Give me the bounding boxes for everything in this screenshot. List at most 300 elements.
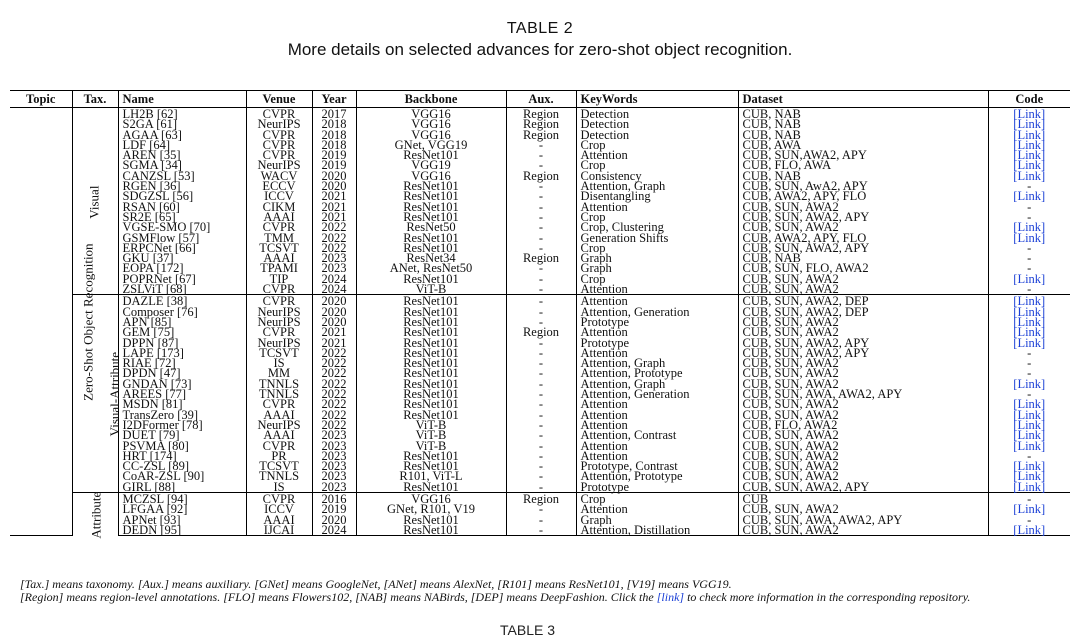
cell-dataset: CUB, SUN, AWA2 [738, 317, 988, 327]
cell-dataset: CUB, SUN, AWA2 [738, 471, 988, 481]
table-label: TABLE 2 [506, 20, 574, 37]
cell-aux: - [506, 451, 576, 461]
cell-code: - [1027, 282, 1032, 297]
cell-keywords: Prototype [576, 338, 738, 348]
code-link[interactable]: [Link] [1013, 417, 1046, 432]
cell-aux: - [506, 307, 576, 317]
cell-aux: - [506, 317, 576, 327]
cell-venue: CVPR [246, 222, 312, 232]
cell-keywords: Attention [576, 327, 738, 337]
code-link[interactable]: [Link] [1013, 438, 1046, 453]
code-link[interactable]: [Link] [1013, 148, 1046, 163]
cell-year: 2024 [312, 284, 356, 295]
cell-dataset: CUB, SUN, AWA2 [738, 525, 988, 536]
code-link[interactable]: [Link] [1013, 428, 1046, 443]
cell-keywords: Crop [576, 160, 738, 170]
cell-dataset: CUB, SUN, AWA2 [738, 504, 988, 514]
table-container [10, 90, 1070, 539]
cell-venue: TCSVT [246, 348, 312, 358]
code-link[interactable]: [Link] [1013, 117, 1046, 132]
cell-venue: TNNLS [246, 389, 312, 399]
cell-venue: ICCV [246, 504, 312, 514]
cell-year: 2022 [312, 368, 356, 378]
code-link[interactable]: [Link] [988, 295, 1070, 307]
code-link[interactable]: [Link] [1013, 168, 1046, 183]
cell-code: - [1027, 261, 1032, 276]
cell-backbone: ResNet101 [356, 410, 506, 420]
cell-year: 2020 [312, 307, 356, 317]
cell-dataset: CUB, SUN, AWA2, DEP [738, 295, 988, 307]
code-link[interactable]: [Link] [1013, 502, 1046, 517]
code-link[interactable]: [Link] [1013, 407, 1046, 422]
cell-backbone: ResNet101 [356, 461, 506, 471]
cell-keywords: Attention [576, 441, 738, 451]
cell-name: ZSLViT [68] [118, 284, 246, 295]
cell-keywords: Graph [576, 263, 738, 273]
code-link[interactable]: [Link] [1013, 230, 1046, 245]
cell-name: DAZLE [38] [118, 295, 246, 307]
cell-keywords: Graph [576, 253, 738, 263]
cell-venue: MM [246, 368, 312, 378]
cell-year: 2019 [312, 150, 356, 160]
cell-backbone: R101, ViT-L [356, 471, 506, 481]
cell-aux: - [506, 515, 576, 525]
header-venue: Venue [246, 91, 312, 108]
cell-venue: AAAI [246, 430, 312, 440]
cell-backbone: ResNet101 [356, 202, 506, 212]
cell-keywords: Attention [576, 348, 738, 358]
cell-name: POPRNet [67] [118, 274, 246, 284]
cell-aux: - [506, 295, 576, 307]
cell-year: 2020 [312, 295, 356, 307]
cell-code: - [1027, 356, 1032, 371]
cell-year: 2016 [312, 492, 356, 504]
cell-dataset: CUB, SUN, AWA2 [738, 274, 988, 284]
cell-venue: TNNLS [246, 379, 312, 389]
cell-venue: AAAI [246, 212, 312, 222]
cell-dataset: CUB, SUN, AWA2, APY [738, 243, 988, 253]
cell-name: GSMFlow [57] [118, 233, 246, 243]
cell-keywords: Attention [576, 399, 738, 409]
code-link[interactable]: [Link] [1013, 137, 1046, 152]
cell-year: 2018 [312, 140, 356, 150]
cell-year: 2022 [312, 410, 356, 420]
cell-venue: CVPR [246, 295, 312, 307]
cell-venue: NeurIPS [246, 317, 312, 327]
cell-name: ERPCNet [66] [118, 243, 246, 253]
cell-backbone: VGG19 [356, 160, 506, 170]
cell-year: 2023 [312, 430, 356, 440]
cell-name: I2DFormer [78] [118, 420, 246, 430]
cell-aux: - [506, 461, 576, 471]
cell-backbone: GNet, VGG19 [356, 140, 506, 150]
cell-aux: - [506, 338, 576, 348]
cell-backbone: VGG16 [356, 492, 506, 504]
cell-year: 2021 [312, 191, 356, 201]
code-link[interactable]: [Link] [1013, 376, 1046, 391]
cell-keywords: Attention, Graph [576, 379, 738, 389]
cell-year: 2022 [312, 222, 356, 232]
cell-venue: ICCV [246, 191, 312, 201]
cell-backbone: ResNet101 [356, 515, 506, 525]
cell-backbone: ANet, ResNet50 [356, 263, 506, 273]
cell-name: AGAA [63] [118, 130, 246, 140]
cell-dataset: CUB, SUN, AWA2 [738, 430, 988, 440]
cell-year: 2020 [312, 171, 356, 181]
table-notes [20, 578, 1065, 604]
header-dataset: Dataset [738, 91, 988, 108]
cell-year: 2023 [312, 471, 356, 481]
table-row [10, 482, 1070, 493]
cell-backbone: ResNet101 [356, 212, 506, 222]
cell-aux: - [506, 233, 576, 243]
cell-backbone: ResNet101 [356, 368, 506, 378]
code-link[interactable]: [Link] [1013, 127, 1046, 142]
advances-table [10, 90, 1070, 539]
cell-dataset: CUB, SUN, AWA2 [738, 379, 988, 389]
cell-venue: CVPR [246, 130, 312, 140]
cell-keywords: Attention [576, 150, 738, 160]
cell-aux: - [506, 482, 576, 493]
cell-dataset: CUB, SUN, AWA, AWA2, APY [738, 389, 988, 399]
code-link[interactable]: [Link] [988, 525, 1070, 536]
cell-venue: TMM [246, 233, 312, 243]
cell-year: 2017 [312, 108, 356, 120]
table-body [10, 107, 1070, 539]
cell-year: 2024 [312, 274, 356, 284]
cell-year: 2023 [312, 451, 356, 461]
cell-code: - [1027, 209, 1032, 224]
cell-backbone: ResNet101 [356, 307, 506, 317]
cell-keywords: Generation Shifts [576, 233, 738, 243]
taxonomy-label: Attribute [87, 491, 103, 539]
cell-backbone: ResNet101 [356, 399, 506, 409]
cell-backbone: ResNet101 [356, 191, 506, 201]
cell-year: 2020 [312, 515, 356, 525]
header-code: Code [988, 91, 1070, 108]
cell-name: MCZSL [94] [118, 492, 246, 504]
cell-name: Composer [76] [118, 307, 246, 317]
cell-aux: - [506, 379, 576, 389]
cell-dataset: CUB, AWA [738, 140, 988, 150]
cell-venue: IS [246, 482, 312, 493]
cell-keywords: Detection [576, 130, 738, 140]
cell-name: LDF [64] [118, 140, 246, 150]
cell-dataset: CUB, SUN, AWA2 [738, 451, 988, 461]
cell-backbone: ViT-B [356, 441, 506, 451]
topic-label: Zero-Shot Object Recognition [80, 243, 96, 401]
cell-venue: AAAI [246, 253, 312, 263]
code-link[interactable]: [Link] [1013, 158, 1046, 173]
cell-backbone: ResNet34 [356, 253, 506, 263]
cell-year: 2022 [312, 233, 356, 243]
cell-keywords: Crop [576, 243, 738, 253]
cell-keywords: Attention, Prototype [576, 368, 738, 378]
cell-dataset: CUB, SUN, AwA2, APY [738, 181, 988, 191]
cell-aux: - [506, 222, 576, 232]
repository-link[interactable]: [link] [656, 590, 685, 604]
cell-dataset: CUB, SUN, AWA2, APY [738, 338, 988, 348]
cell-aux: Region [506, 108, 576, 120]
cell-year: 2020 [312, 317, 356, 327]
cell-backbone: ResNet101 [356, 451, 506, 461]
code-link[interactable]: [Link] [1013, 189, 1046, 204]
cell-dataset: CUB, SUN, AWA2 [738, 358, 988, 368]
cell-aux: - [506, 399, 576, 409]
cell-keywords: Attention, Distillation [576, 525, 738, 536]
cell-venue: CVPR [246, 492, 312, 504]
cell-backbone: ResNet101 [356, 327, 506, 337]
cell-backbone: ResNet101 [356, 233, 506, 243]
cell-backbone: ResNet101 [356, 274, 506, 284]
cell-dataset: CUB, SUN, AWA2, APY [738, 482, 988, 493]
cell-backbone: ResNet101 [356, 181, 506, 191]
cell-venue: CVPR [246, 108, 312, 120]
cell-dataset: CUB, AWA2, APY, FLO [738, 233, 988, 243]
cell-venue: IJCAI [246, 525, 312, 536]
cell-dataset: CUB, SUN, AWA2 [738, 202, 988, 212]
cell-aux: - [506, 150, 576, 160]
cell-keywords: Attention [576, 284, 738, 295]
cell-aux: - [506, 358, 576, 368]
cell-dataset: CUB, FLO, AWA2 [738, 420, 988, 430]
cell-backbone: ViT-B [356, 430, 506, 440]
note-line-1: [Tax.] means taxonomy. [Aux.] means auxiliary. [GNet] means GoogleNet, [ANet] means AlexNet, [R101] means ResNet101, [V19] means VGG19. [20, 577, 732, 591]
cell-keywords: Attention, Generation [576, 389, 738, 399]
cell-name: HRT [174] [118, 451, 246, 461]
cell-aux: Region [506, 253, 576, 263]
cell-venue: TPAMI [246, 263, 312, 273]
cell-name: PSVMA [80] [118, 441, 246, 451]
cell-year: 2023 [312, 253, 356, 263]
cell-dataset: CUB, SUN, AWA2 [738, 327, 988, 337]
cell-dataset: CUB, SUN, AWA2 [738, 368, 988, 378]
cell-backbone: ResNet101 [356, 525, 506, 536]
cell-aux: - [506, 504, 576, 514]
cell-year: 2021 [312, 212, 356, 222]
cell-dataset: CUB, SUN, AWA2, APY [738, 348, 988, 358]
cell-keywords: Prototype [576, 482, 738, 493]
cell-code: - [1027, 199, 1032, 214]
cell-name: GEM [75] [118, 327, 246, 337]
table-header-row [10, 91, 1070, 108]
cell-name: AREN [35] [118, 150, 246, 160]
cell-year: 2019 [312, 504, 356, 514]
note-line-2 [20, 591, 1065, 604]
cell-name: GKU [37] [118, 253, 246, 263]
cell-dataset: CUB, NAB [738, 119, 988, 129]
cell-backbone: VGG16 [356, 108, 506, 120]
cell-year: 2022 [312, 399, 356, 409]
code-link[interactable]: [Link] [1013, 479, 1046, 494]
cell-venue: NeurIPS [246, 119, 312, 129]
cell-name: APNet [93] [118, 515, 246, 525]
header-topic: Topic [10, 91, 72, 108]
cell-backbone: ResNet101 [356, 150, 506, 160]
cell-backbone: ResNet101 [356, 379, 506, 389]
cell-name: CC-ZSL [89] [118, 461, 246, 471]
cell-code: - [1027, 179, 1032, 194]
cell-backbone: ResNet50 [356, 222, 506, 232]
cell-year: 2022 [312, 358, 356, 368]
cell-name: LH2B [62] [118, 108, 246, 120]
cell-keywords: Attention [576, 451, 738, 461]
cell-name: APN [85] [118, 317, 246, 327]
cell-dataset: CUB [738, 492, 988, 504]
cell-keywords: Attention, Generation [576, 307, 738, 317]
cell-year: 2020 [312, 181, 356, 191]
cell-dataset: CUB, NAB [738, 171, 988, 181]
cell-aux: - [506, 160, 576, 170]
cell-dataset: CUB, SUN, AWA2 [738, 410, 988, 420]
header-name: Name [118, 91, 246, 108]
code-link[interactable]: [Link] [1013, 335, 1046, 350]
cell-keywords: Crop [576, 492, 738, 504]
note-text: [Region] means region-level annotations. [FLO] means Flowers102, [NAB] means NABirds, [DEP] means DeepFashion. Click the [20, 590, 657, 604]
cell-backbone: ResNet101 [356, 482, 506, 493]
cell-backbone: ViT-B [356, 420, 506, 430]
cell-dataset: CUB, SUN, AWA2 [738, 284, 988, 295]
cell-keywords: Disentangling [576, 191, 738, 201]
cell-code: - [1027, 251, 1032, 266]
cell-keywords: Attention [576, 420, 738, 430]
cell-venue: TCSVT [246, 243, 312, 253]
cell-venue: AAAI [246, 410, 312, 420]
cell-name: SGMA [34] [118, 160, 246, 170]
cell-dataset: CUB, SUN, AWA2, DEP [738, 307, 988, 317]
cell-name: CoAR-ZSL [90] [118, 471, 246, 481]
cell-year: 2023 [312, 263, 356, 273]
cell-dataset: CUB, SUN, AWA2 [738, 441, 988, 451]
cell-year: 2019 [312, 160, 356, 170]
cell-year: 2022 [312, 348, 356, 358]
cell-backbone: ResNet101 [356, 295, 506, 307]
code-link[interactable]: [Link] [1013, 271, 1046, 286]
cell-year: 2022 [312, 420, 356, 430]
cell-dataset: CUB, FLO, AWA [738, 160, 988, 170]
taxonomy-label: Visual-Attribute [106, 351, 122, 437]
table-title: More details on selected advances for zero-shot object recognition. [287, 40, 793, 59]
cell-code: - [1027, 366, 1032, 381]
cell-keywords: Attention [576, 410, 738, 420]
cell-keywords: Attention [576, 504, 738, 514]
cell-aux: - [506, 274, 576, 284]
cell-keywords: Prototype, Contrast [576, 461, 738, 471]
cell-venue: AAAI [246, 515, 312, 525]
cell-name: GIRL [88] [118, 482, 246, 493]
cell-keywords: Prototype [576, 317, 738, 327]
cell-backbone: ViT-B [356, 284, 506, 295]
cell-code: - [988, 492, 1070, 504]
table-row [10, 284, 1070, 295]
cell-venue: PR [246, 451, 312, 461]
cell-backbone: VGG16 [356, 130, 506, 140]
cell-aux: - [506, 140, 576, 150]
cell-name: LFGAA [92] [118, 504, 246, 514]
cell-code: - [1027, 240, 1032, 255]
cell-keywords: Attention, Contrast [576, 430, 738, 440]
cell-aux: - [506, 263, 576, 273]
cell-keywords: Detection [576, 108, 738, 120]
code-link[interactable]: [Link] [1013, 220, 1046, 235]
cell-backbone: ResNet101 [356, 243, 506, 253]
cell-name: DEDN [95] [118, 525, 246, 536]
cell-name: SR2E [65] [118, 212, 246, 222]
cell-venue: NeurIPS [246, 420, 312, 430]
cell-dataset: CUB, SUN, AWA, AWA2, APY [738, 515, 988, 525]
cell-dataset: CUB, SUN, AWA2 [738, 461, 988, 471]
cell-keywords: Attention [576, 202, 738, 212]
cell-name: DUET [79] [118, 430, 246, 440]
code-link[interactable]: [Link] [1013, 325, 1046, 340]
cell-venue: NeurIPS [246, 307, 312, 317]
cell-venue: IS [246, 358, 312, 368]
cell-year: 2021 [312, 338, 356, 348]
cell-name: MSDN [81] [118, 399, 246, 409]
cell-aux: - [506, 389, 576, 399]
cell-year: 2021 [312, 327, 356, 337]
code-link[interactable]: [Link] [1013, 314, 1046, 329]
cell-keywords: Consistency [576, 171, 738, 181]
cell-aux: - [506, 410, 576, 420]
cell-keywords: Detection [576, 119, 738, 129]
code-link[interactable]: [Link] [1013, 469, 1046, 484]
code-link[interactable]: [Link] [1013, 397, 1046, 412]
cell-venue: TNNLS [246, 471, 312, 481]
cell-venue: CVPR [246, 327, 312, 337]
cell-year: 2023 [312, 461, 356, 471]
code-link[interactable]: [Link] [1013, 304, 1046, 319]
code-link[interactable]: [Link] [1013, 459, 1046, 474]
cell-name: DPDN [47] [118, 368, 246, 378]
cell-dataset: CUB, NAB [738, 130, 988, 140]
cell-venue: ECCV [246, 181, 312, 191]
cell-backbone: ResNet101 [356, 348, 506, 358]
cell-dataset: CUB, SUN, AWA2, APY [738, 212, 988, 222]
code-link[interactable]: [Link] [988, 108, 1070, 120]
cell-backbone: GNet, R101, V19 [356, 504, 506, 514]
cell-keywords: Attention, Prototype [576, 471, 738, 481]
cell-name: EOPA [172] [118, 263, 246, 273]
cell-name: DPPN [87] [118, 338, 246, 348]
cell-year: 2022 [312, 243, 356, 253]
cell-year: 2023 [312, 482, 356, 493]
cell-aux: Region [506, 119, 576, 129]
cell-aux: - [506, 191, 576, 201]
next-table-label: TABLE 3 [500, 622, 555, 638]
header-year: Year [312, 91, 356, 108]
cell-aux: - [506, 441, 576, 451]
cell-dataset: CUB, SUN, FLO, AWA2 [738, 263, 988, 273]
cell-year: 2023 [312, 441, 356, 451]
cell-venue: TIP [246, 274, 312, 284]
cell-aux: Region [506, 130, 576, 140]
table-row [10, 525, 1070, 536]
cell-backbone: ResNet101 [356, 358, 506, 368]
cell-keywords: Crop, Clustering [576, 222, 738, 232]
header-aux: Aux. [506, 91, 576, 108]
cell-aux: - [506, 243, 576, 253]
cell-name: RSAN [60] [118, 202, 246, 212]
header-backbone: Backbone [356, 91, 506, 108]
cell-keywords: Crop [576, 274, 738, 284]
cell-venue: NeurIPS [246, 338, 312, 348]
cell-keywords: Crop [576, 140, 738, 150]
cell-aux: - [506, 348, 576, 358]
cell-year: 2018 [312, 119, 356, 129]
cell-year: 2018 [312, 130, 356, 140]
cell-aux: Region [506, 327, 576, 337]
